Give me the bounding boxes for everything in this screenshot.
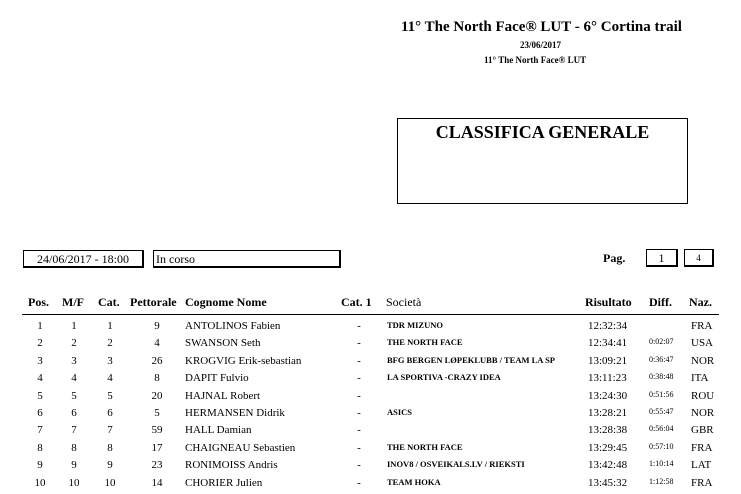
cell-cat: 8: [107, 441, 113, 454]
cell-cat: 10: [104, 476, 116, 489]
cell-diff: 0:38:48: [649, 372, 674, 382]
header-mf: M/F: [62, 295, 84, 309]
cell-pos: 1: [37, 320, 43, 332]
cell-pos: 2: [37, 337, 43, 350]
cell-mf: 6: [71, 407, 77, 419]
cell-nome: DAPIT Fulvio: [185, 372, 249, 385]
cell-ris: 13:11:23: [588, 372, 627, 385]
page-label: Pag.: [603, 251, 626, 265]
event-date: 23/06/2017: [520, 40, 562, 50]
cell-cat1: -: [357, 424, 361, 437]
cell-nome: KROGVIG Erik-sebastian: [185, 354, 302, 367]
cell-pos: 9: [37, 459, 43, 472]
header-cat1: Cat. 1: [341, 295, 372, 309]
header-societa: Società: [386, 295, 422, 309]
cell-nome: ANTOLINOS Fabien: [185, 320, 281, 332]
header-pettorale: Pettorale: [130, 295, 177, 309]
table-row: [0, 320, 741, 337]
cell-diff: 0:56:04: [649, 424, 674, 434]
cell-naz: USA: [691, 337, 714, 350]
cell-pett: 8: [154, 372, 160, 385]
header-naz: Naz.: [689, 295, 712, 309]
cell-diff: 0:57:10: [649, 441, 674, 451]
cell-mf: 8: [71, 441, 77, 454]
cell-ris: 13:28:38: [588, 424, 628, 437]
cell-ris: 13:24:30: [588, 389, 628, 402]
cell-mf: 2: [71, 337, 77, 350]
cell-naz: FRA: [691, 476, 713, 489]
cell-soc: THE NORTH FACE: [387, 337, 463, 348]
cell-mf: 10: [68, 476, 80, 489]
cell-nome: SWANSON Seth: [185, 337, 261, 350]
event-title: 11° The North Face® LUT - 6° Cortina trail: [401, 19, 682, 35]
cell-pos: 10: [34, 476, 46, 489]
cell-cat1: -: [357, 476, 361, 489]
header-nome: Cognome Nome: [185, 295, 267, 309]
cell-soc: TDR MIZUNO: [387, 320, 443, 330]
table-row: [0, 355, 741, 372]
cell-ris: 12:32:34: [588, 320, 628, 332]
cell-naz: GBR: [691, 424, 714, 437]
status-field: In corso: [153, 250, 341, 268]
header-diff: Diff.: [649, 295, 672, 309]
cell-cat1: -: [357, 459, 361, 472]
cell-pos: 4: [37, 372, 43, 385]
cell-cat: 5: [107, 389, 113, 402]
cell-mf: 1: [71, 320, 77, 332]
cell-pos: 8: [37, 441, 43, 454]
cell-pos: 6: [37, 407, 43, 419]
cell-soc: ASICS: [387, 407, 413, 417]
cell-cat: 9: [107, 459, 113, 472]
table-row: [0, 424, 741, 441]
datetime-field: 24/06/2017 - 18:00: [23, 250, 144, 268]
classifica-box: [397, 118, 688, 204]
cell-mf: 4: [71, 372, 77, 385]
header-divider: [22, 314, 719, 315]
cell-cat1: -: [357, 320, 361, 332]
cell-soc: TEAM HOKA: [387, 476, 441, 487]
cell-diff: 1:12:58: [649, 476, 674, 486]
cell-cat1: -: [357, 407, 361, 419]
table-row: [0, 477, 741, 494]
header-cat: Cat.: [98, 295, 120, 309]
page-current: 1: [646, 249, 678, 267]
cell-naz: ROU: [691, 389, 715, 402]
cell-pos: 3: [37, 354, 43, 367]
cell-cat1: -: [357, 441, 361, 454]
cell-pett: 59: [151, 424, 163, 437]
cell-cat: 4: [107, 372, 113, 385]
cell-ris: 12:34:41: [588, 337, 628, 350]
cell-nome: CHORIER Julien: [185, 476, 263, 489]
header-risultato: Risultato: [585, 295, 632, 309]
event-subtitle: 11° The North Face® LUT: [484, 55, 587, 65]
cell-cat: 7: [107, 424, 113, 437]
cell-soc: INOV8 / OSVEIKALS.LV / RIEKSTI: [387, 459, 525, 470]
cell-nome: HERMANSEN Didrik: [185, 407, 285, 419]
cell-ris: 13:09:21: [588, 354, 628, 367]
cell-diff: 0:36:47: [649, 354, 674, 364]
cell-naz: NOR: [691, 354, 715, 367]
cell-nome: CHAIGNEAU Sebastien: [185, 441, 296, 454]
cell-naz: NOR: [691, 407, 715, 419]
cell-pett: 5: [154, 407, 160, 419]
cell-cat1: -: [357, 389, 361, 402]
cell-ris: 13:42:48: [588, 459, 628, 472]
cell-ris: 13:45:32: [588, 476, 628, 489]
cell-pett: 4: [154, 337, 160, 350]
cell-naz: FRA: [691, 441, 713, 454]
table-row: [0, 390, 741, 407]
cell-ris: 13:29:45: [588, 441, 628, 454]
cell-pos: 5: [37, 389, 43, 402]
cell-mf: 9: [71, 459, 77, 472]
cell-pett: 17: [151, 441, 163, 454]
cell-pos: 7: [37, 424, 43, 437]
cell-cat1: -: [357, 372, 361, 385]
cell-pett: 26: [151, 354, 163, 367]
cell-pett: 14: [151, 476, 163, 489]
cell-soc: THE NORTH FACE: [387, 441, 463, 452]
cell-cat: 1: [107, 320, 113, 332]
cell-cat: 3: [107, 354, 113, 367]
cell-naz: FRA: [691, 320, 713, 332]
cell-soc: LA SPORTIVA -CRAZY IDEA: [387, 372, 501, 383]
cell-naz: LAT: [691, 459, 712, 472]
table-row: [0, 337, 741, 354]
cell-cat: 6: [107, 407, 113, 419]
cell-pett: 23: [151, 459, 163, 472]
cell-nome: HAJNAL Robert: [185, 389, 261, 402]
cell-cat1: -: [357, 354, 361, 367]
cell-pett: 20: [151, 389, 163, 402]
cell-naz: ITA: [691, 372, 709, 385]
cell-diff: 0:02:07: [649, 337, 674, 347]
cell-mf: 7: [71, 424, 77, 437]
cell-diff: 0:51:56: [649, 389, 674, 399]
table-row: [0, 407, 741, 424]
header-pos: Pos.: [28, 295, 49, 309]
table-row: [0, 442, 741, 459]
cell-nome: HALL Damian: [185, 424, 252, 437]
cell-diff: 0:55:47: [649, 407, 674, 416]
table-row: [0, 372, 741, 389]
cell-pett: 9: [154, 320, 160, 332]
classifica-title: CLASSIFICA GENERALE: [435, 122, 650, 142]
page-total: 4: [684, 249, 714, 267]
cell-mf: 5: [71, 389, 77, 402]
cell-ris: 13:28:21: [588, 407, 628, 419]
cell-cat1: -: [357, 337, 361, 350]
cell-cat: 2: [107, 337, 113, 350]
cell-mf: 3: [71, 354, 77, 367]
cell-diff: 1:10:14: [649, 459, 674, 469]
cell-nome: RONIMOISS Andris: [185, 459, 278, 472]
table-row: [0, 459, 741, 476]
cell-soc: BFG BERGEN LØPEKLUBB / TEAM LA SP: [387, 354, 555, 365]
